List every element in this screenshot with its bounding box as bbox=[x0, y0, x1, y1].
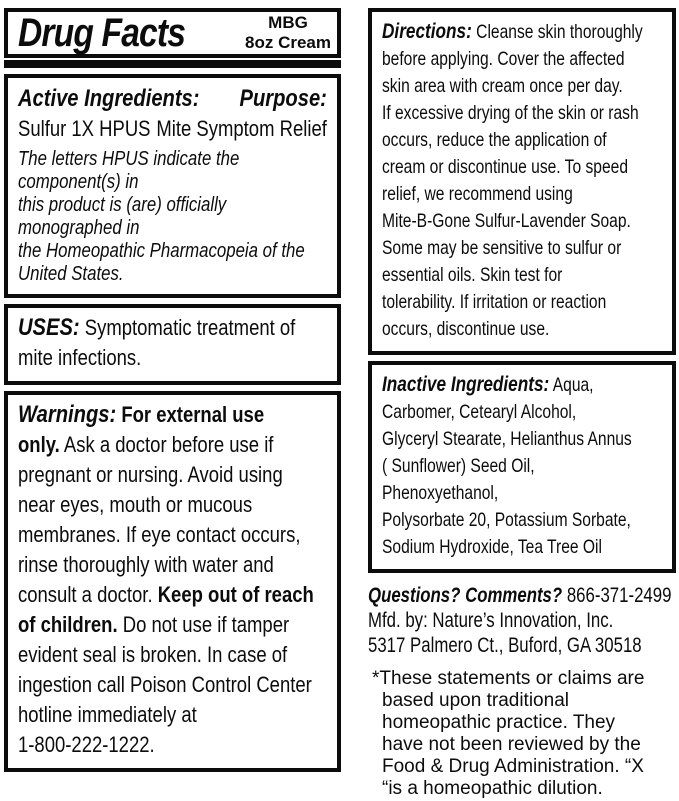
uses-text: Symptomatic treatment of mite infections. bbox=[18, 315, 296, 370]
contact-block bbox=[368, 583, 676, 658]
purpose-heading: Purpose: bbox=[239, 85, 327, 112]
product-size: 8oz Cream bbox=[245, 33, 331, 52]
questions-comments-label: Questions? Comments? bbox=[368, 584, 563, 607]
inactive-ingredients-panel bbox=[368, 361, 676, 573]
drug-facts-title: Drug Facts bbox=[18, 11, 186, 55]
product-size-label bbox=[245, 13, 333, 53]
warnings-text-1: Ask a doctor before use if pregnant or nursing. Avoid using near eyes, mouth or mucous membranes. If eye contact occurs, rinse thoroughly with water and consult a doctor. bbox=[18, 432, 301, 607]
title-divider-bar bbox=[4, 60, 341, 68]
hpus-note: The letters HPUS indicate the component(s) in this product is (are) officially monographed in the Homeopathic Pharmacopeia of the United States. bbox=[18, 148, 305, 285]
warnings-panel bbox=[4, 391, 341, 772]
directions-text: Cleanse skin thoroughly before applying. Cover the affected skin area with cream once per day. If excessive drying of the skin or rash occurs, reduce the application of cream or discontinue use. To speed relief, we recommend using Mite-B-Gone Sulfur-Lavender Soap. Some may be sensitive to sulfur or essential oils. Skin test for tolerability. If irritation or reaction occurs, discontinue use. bbox=[382, 21, 643, 340]
warnings-bold-keep-out: Keep out of reach of children. bbox=[18, 582, 314, 637]
active-ingredients-panel bbox=[4, 74, 341, 298]
directions-label: Directions: bbox=[382, 19, 472, 43]
directions-panel bbox=[368, 8, 676, 355]
product-code: MBG bbox=[268, 13, 308, 32]
warnings-label: Warnings: bbox=[18, 401, 117, 428]
address-line: 5317 Palmero Ct., Buford, GA 30518 bbox=[368, 634, 642, 657]
warnings-text-2: Do not use if tamper evident seal is broken. In case of ingestion call Poison Control Center hotline immediately at 1-800-222-1222. bbox=[18, 612, 312, 757]
left-column bbox=[4, 8, 341, 772]
active-ingredients-heading: Active Ingredients: bbox=[18, 85, 200, 112]
purpose-value: Mite Symptom Relief bbox=[156, 116, 327, 141]
drug-facts-title-panel bbox=[4, 8, 341, 58]
right-column bbox=[368, 8, 676, 800]
manufacturer-line: Mfd. by: Nature’s Innovation, Inc. bbox=[368, 609, 614, 632]
uses-label: USES: bbox=[18, 314, 80, 341]
inactive-ingredients-label: Inactive Ingredients: bbox=[382, 372, 550, 396]
contact-phone: 866-371-2499 bbox=[562, 584, 672, 607]
active-ingredient-value: Sulfur 1X HPUS bbox=[18, 116, 151, 141]
inactive-ingredients-text: Aqua, Carbomer, Cetearyl Alcohol, Glyceryl Stearate, Helianthus Annus ( Sunflower) Seed Oil, Phenoxyethanol, Polysorbate 20, Potassium Sorbate, Sodium Hydroxide, Tea Tree Oil bbox=[382, 374, 632, 558]
fda-disclaimer: *These statements or claims are based upon traditional homeopathic practice. They have not been reviewed by the Food & Drug Administration. “X “is a homeopathic dilution. bbox=[372, 668, 645, 799]
warnings-bold-external-use: For external use only. bbox=[18, 402, 265, 457]
uses-panel bbox=[4, 304, 341, 385]
